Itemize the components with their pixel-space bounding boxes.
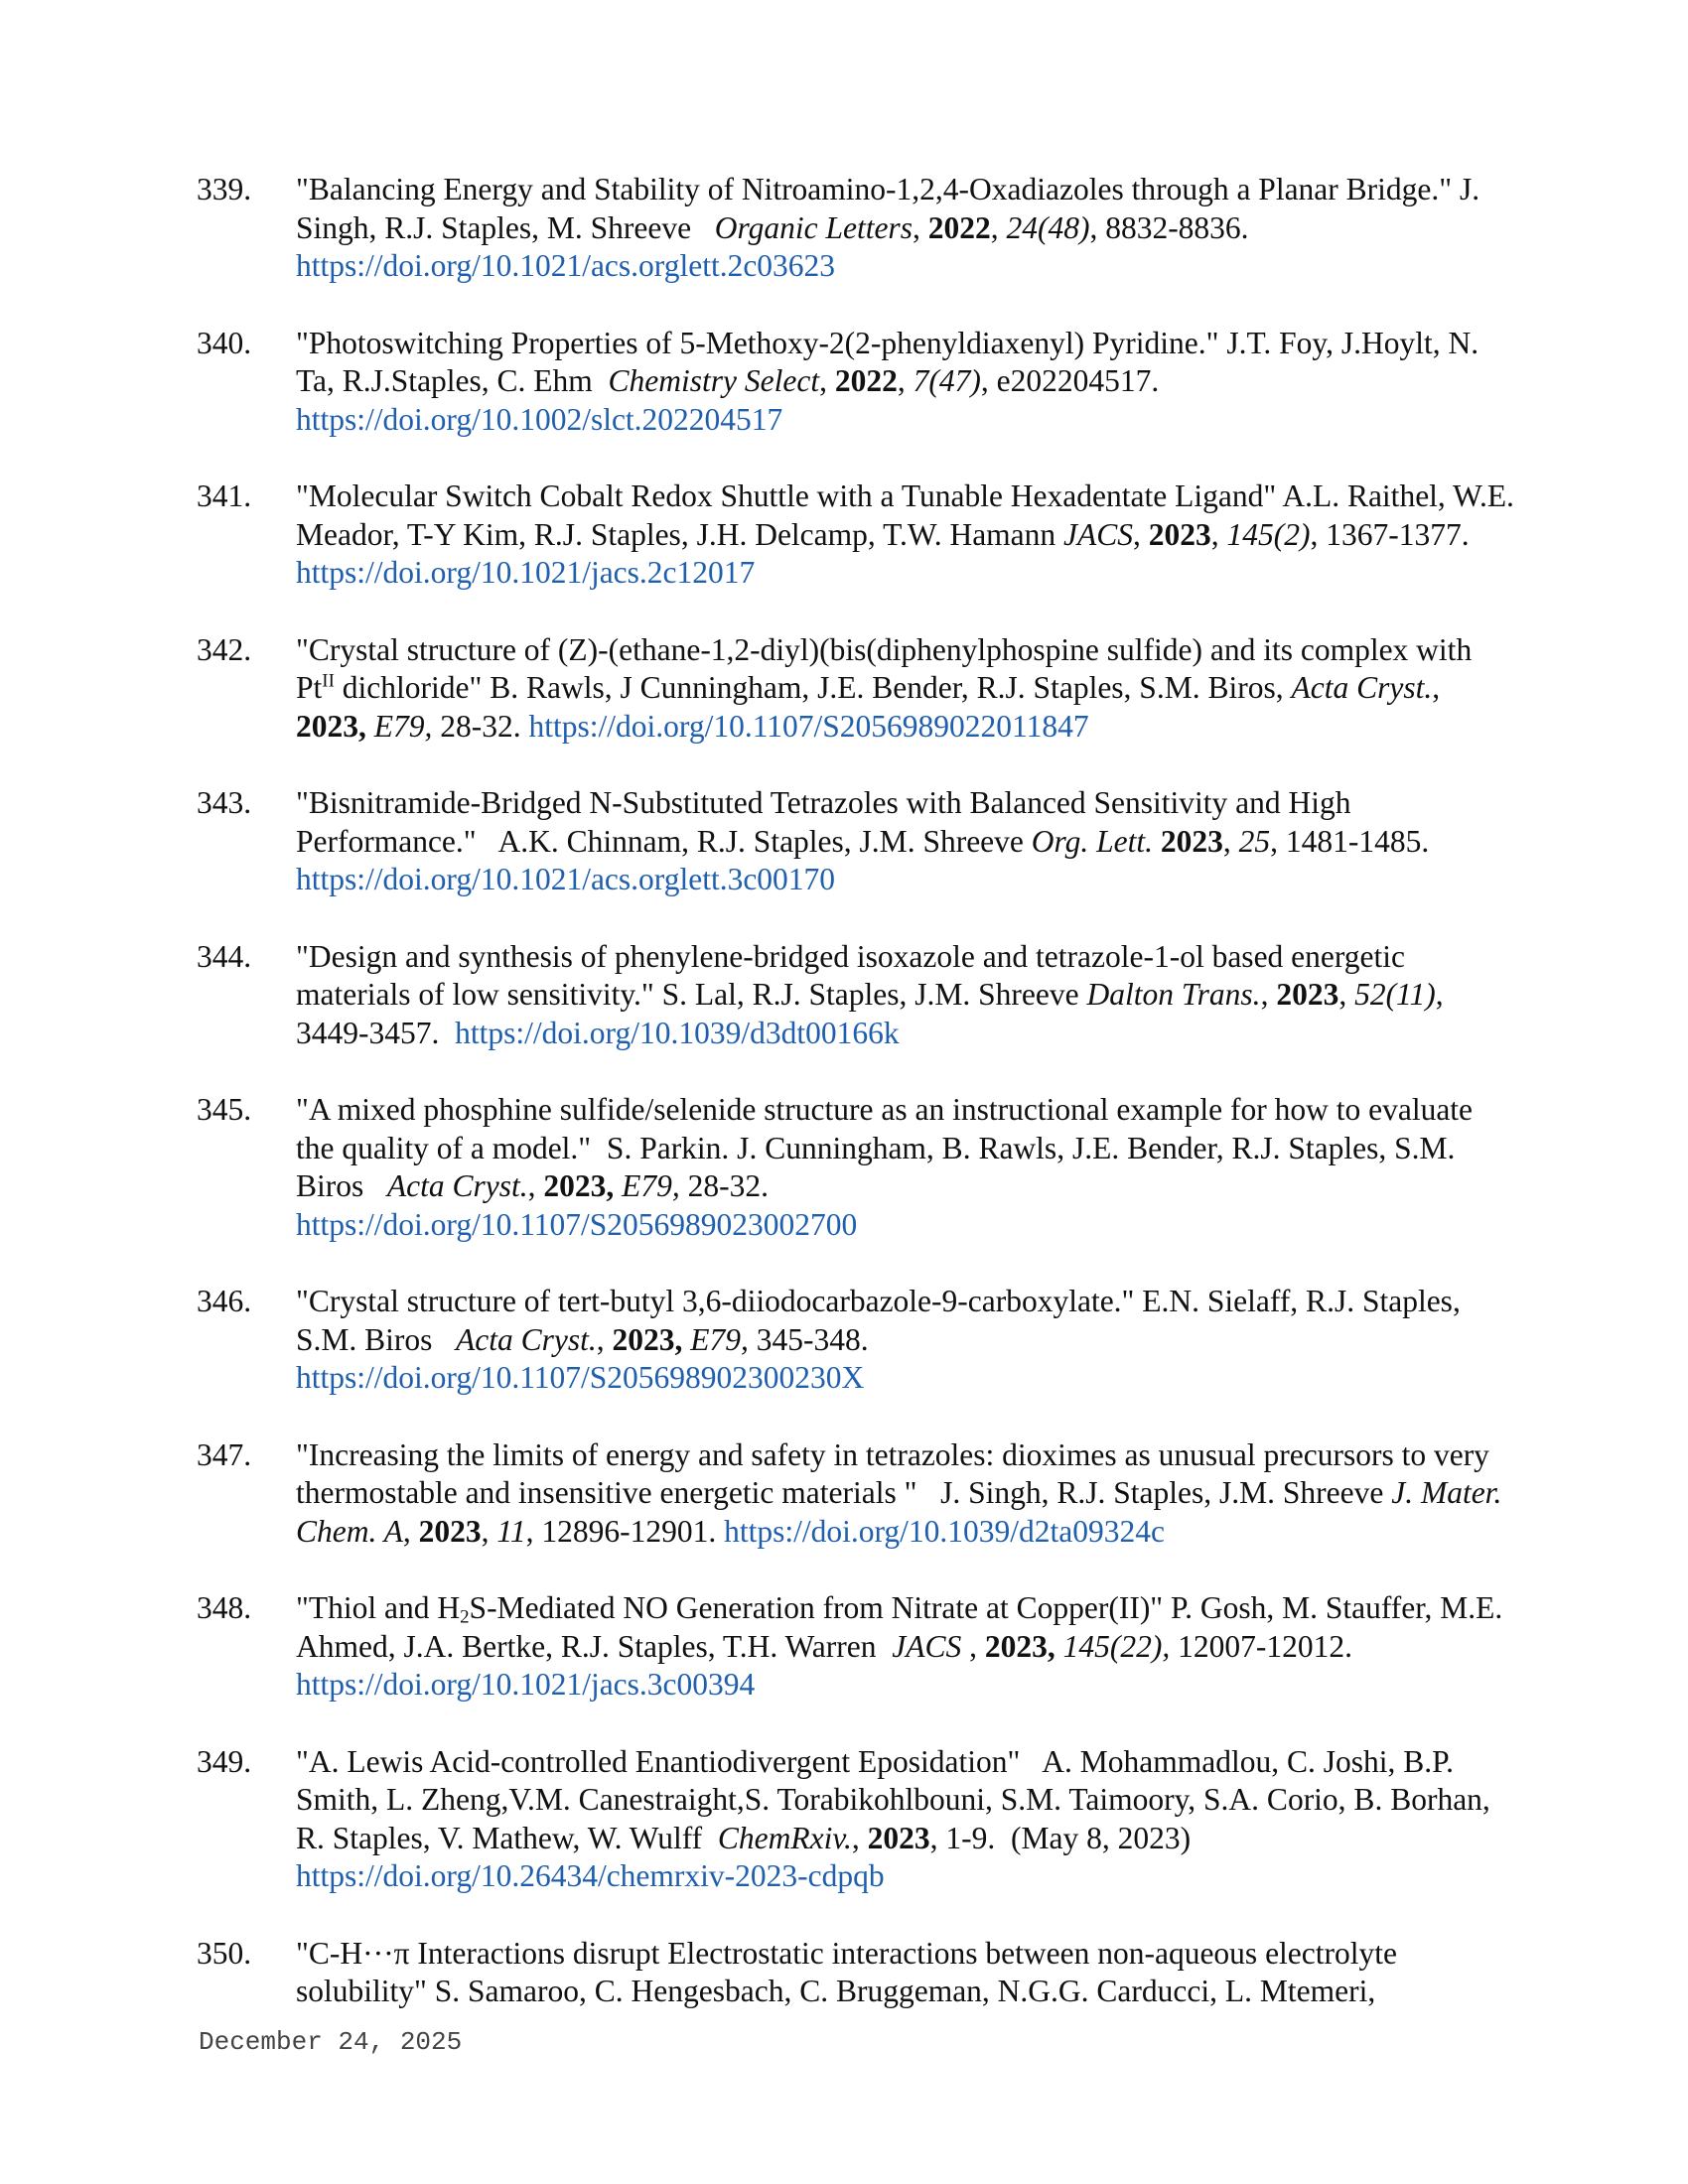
reference-authors: E.N. Sielaff, R.J. Staples, S.M. Biros bbox=[296, 1284, 1461, 1357]
reference-pages: 12896-12901. bbox=[541, 1513, 717, 1549]
reference-item: 343. "Bisnitramide-Bridged N-Substituted Tetrazoles with Balanced Sensitivity and High Performance." A.K. Chinnam, R.J. Staples, J.M. Shreeve Org. Lett. 2023, 25, 1481-1485. https://doi.org/10.1021/acs.orglett.3c00170 bbox=[197, 785, 1430, 896]
reference-number: 347. bbox=[197, 1436, 252, 1472]
reference-title: "Thiol and $H_2S$-Mediated NO Generation from Nitrate at Copper(II)" bbox=[296, 1590, 1164, 1628]
reference-authors: A.K. Chinnam, R.J. Staples, J.M. Shreeve bbox=[497, 823, 1024, 859]
reference-doi-link[interactable]: https://doi.org/10.1039/d3dt00166k bbox=[455, 1015, 900, 1050]
reference-doi-link[interactable]: https://doi.org/10.1039/d2ta09324c bbox=[724, 1513, 1166, 1549]
reference-title: "Crystal structure of (Z)-(ethane-1,2-diyl)(bis(diphenylphospine sulfide) and its complex with $Pt^{II}$ dichloride" bbox=[296, 631, 1473, 705]
reference-title: "Balancing Energy and Stability of Nitroamino-1,2,4-Oxadiazoles through a Planar Bridge." bbox=[296, 172, 1453, 206]
reference-doi-link[interactable]: https://doi.org/10.1021/jacs.2c12017 bbox=[296, 555, 756, 590]
reference-year: 2023 bbox=[1276, 977, 1339, 1012]
reference-pages: e202204517. bbox=[996, 363, 1160, 398]
reference-year: 2023, bbox=[984, 1628, 1055, 1664]
reference-journal: Acta Cryst. bbox=[1291, 670, 1433, 705]
reference-journal: JACS bbox=[1063, 516, 1134, 552]
reference-year: 2023, bbox=[296, 708, 366, 744]
reference-item: 345. "A mixed phosphine sulfide/selenide structure as an instructional example for how to evaluate the quality of a model." S. Parkin. J. Cunningham, B. Rawls, J.E. Bender, R.J. Staples, S.M. Biros Acta Cryst., 2023, E79, 28-32. https://doi.org/10.1107/S2056989023002700 bbox=[197, 1092, 1474, 1242]
reference-pages: 1-9. bbox=[945, 1820, 996, 1855]
reference-journal: JACS bbox=[892, 1628, 962, 1664]
reference-year: 2023 bbox=[867, 1820, 930, 1855]
reference-authors: J. Singh, R.J. Staples, M. Shreeve bbox=[296, 172, 1480, 245]
reference-title: "Crystal structure of tert-butyl 3,6-diiodocarbazole-9-carboxylate." bbox=[296, 1284, 1135, 1318]
reference-pages: 28-32. bbox=[440, 708, 521, 744]
reference-authors: S. Samaroo, C. Hengesbach, C. Bruggeman, N.G.G. Carducci, L. Mtemeri, bbox=[434, 1974, 1376, 2008]
reference-item: 344. "Design and synthesis of phenylene-bridged isoxazole and tetrazole-1-ol based energetic materials of low sensitivity." S. Lal, R.J. Staples, J.M. Shreeve Dalton Trans., 2023, 52(11), 3449-3457. https://doi.org/10.1039/d3dt00166k bbox=[197, 938, 1444, 1050]
reference-title: "Increasing the limits of energy and safety in tetrazoles: dioximes as unusual precursors to very thermostable and insensitive energetic materials " bbox=[296, 1436, 1489, 1510]
reference-list bbox=[197, 171, 1517, 2050]
reference-year: 2023, bbox=[612, 1321, 683, 1357]
reference-number: 346. bbox=[197, 1284, 252, 1318]
reference-authors: P. Gosh, M. Stauffer, M.E. Ahmed, J.A. Bertke, R.J. Staples, T.H. Warren bbox=[296, 1590, 1503, 1664]
reference-number: 341. bbox=[197, 478, 252, 513]
reference-authors: J. Singh, R.J. Staples, J.M. Shreeve bbox=[940, 1475, 1384, 1510]
reference-item: 348. "Thiol and $H_2S$-Mediated NO Generation from Nitrate at Copper(II)" P. Gosh, M. Stauffer, M.E. Ahmed, J.A. Bertke, R.J. Staples, T.H. Warren JACS , 2023, 145(22), 12007-12012. https://doi.org/10.1021/jacs.3c00394 bbox=[197, 1590, 1503, 1702]
reference-journal: J. Mater. Chem. A bbox=[296, 1475, 1502, 1549]
reference-item: 347. "Increasing the limits of energy and safety in tetrazoles: dioximes as unusual precursors to very thermostable and insensitive energetic materials " J. Singh, R.J. Staples, J.M. Shreeve J. Mater. Chem. A, 2023, 11, 12896-12901. https://doi.org/10.1039/d2ta09324c bbox=[197, 1436, 1502, 1549]
reference-pages: 8832-8836. bbox=[1105, 209, 1249, 245]
reference-volume: 145(2) bbox=[1226, 516, 1311, 552]
reference-pages: 1367-1377. bbox=[1326, 516, 1470, 552]
reference-journal: ChemRxiv. bbox=[717, 1820, 852, 1855]
reference-doi-link[interactable]: https://doi.org/10.1107/S2056989023002700 bbox=[296, 1206, 858, 1242]
reference-number: 340. bbox=[197, 325, 252, 360]
reference-journal: Organic Letters bbox=[714, 209, 913, 245]
reference-number: 350. bbox=[197, 1935, 252, 1971]
reference-authors: S. Lal, R.J. Staples, J.M. Shreeve bbox=[661, 977, 1079, 1012]
reference-volume: 7(47) bbox=[913, 363, 981, 398]
reference-pages: 3449-3457. bbox=[296, 1015, 440, 1050]
reference-authors: J.T. Foy, J.Hoylt, N. Ta, R.J.Staples, C. Ehm bbox=[296, 325, 1479, 398]
reference-item: 341. "Molecular Switch Cobalt Redox Shuttle with a Tunable Hexadentate Ligand" A.L. Raithel, W.E. Meador, T-Y Kim, R.J. Staples, J.H. Delcamp, T.W. Hamann JACS, 2023, 145(2), 1367-1377. https://doi.org/10.1021/jacs.2c12017 bbox=[197, 478, 1514, 590]
reference-number: 342. bbox=[197, 631, 252, 667]
reference-volume: E79, bbox=[373, 708, 433, 744]
reference-title: "Design and synthesis of phenylene-bridged isoxazole and tetrazole-1-ol based energetic materials of low sensitivity." bbox=[296, 938, 1406, 1012]
reference-journal: Org. Lett. bbox=[1031, 823, 1153, 859]
reference-number: 339. bbox=[197, 172, 252, 206]
reference-doi-link[interactable]: https://doi.org/10.1107/S205698902300230X bbox=[296, 1360, 865, 1395]
reference-year: 2023, bbox=[543, 1168, 615, 1203]
reference-date: (May 8, 2023) bbox=[1011, 1820, 1192, 1855]
reference-volume: 145(22), bbox=[1062, 1628, 1171, 1664]
reference-doi-link[interactable]: https://doi.org/10.1021/acs.orglett.3c00170 bbox=[296, 862, 836, 896]
reference-journal: Acta Cryst. bbox=[386, 1168, 528, 1203]
reference-title: "C-H···π Interactions disrupt Electrostatic interactions between non-aqueous electrolyte solubility" bbox=[296, 1935, 1397, 2008]
reference-title: "A. Lewis Acid-controlled Enantiodivergent Eposidation" bbox=[296, 1743, 1021, 1779]
reference-volume: 25 bbox=[1238, 823, 1271, 859]
reference-year: 2022 bbox=[927, 209, 991, 245]
reference-item: 349. "A. Lewis Acid-controlled Enantiodivergent Eposidation" A. Mohammadlou, C. Joshi, B.P. Smith, L. Zheng,V.M. Canestraight,S. Torabikohlbouni, S.M. Taimoory, S.A. Corio, B. Borhan, R. Staples, V. Mathew, W. Wulff ChemRxiv., 2023, 1-9. (May 8, 2023) https://doi.org/10.26434/chemrxiv-2023-cdpqb bbox=[197, 1743, 1490, 1893]
reference-authors: S. Parkin. J. Cunningham, B. Rawls, J.E. Bender, R.J. Staples, S.M. Biros bbox=[296, 1130, 1456, 1203]
reference-item bbox=[197, 1935, 1517, 2011]
reference-doi-link[interactable]: https://doi.org/10.1107/S2056989022011847 bbox=[528, 708, 1089, 744]
reference-doi-link[interactable]: https://doi.org/10.1021/jacs.3c00394 bbox=[296, 1667, 756, 1702]
reference-volume: 52(11) bbox=[1354, 977, 1436, 1012]
reference-year: 2023 bbox=[1160, 823, 1223, 859]
reference-year: 2023 bbox=[418, 1513, 482, 1549]
reference-volume: 11 bbox=[496, 1513, 526, 1549]
reference-authors: B. Rawls, J Cunningham, J.E. Bender, R.J. Staples, S.M. Biros, bbox=[490, 670, 1284, 705]
reference-authors: A.L. Raithel, W.E. Meador, T-Y Kim, R.J. Staples, J.H. Delcamp, T.W. Hamann bbox=[296, 478, 1514, 552]
reference-authors: A. Mohammadlou, C. Joshi, B.P. Smith, L. Zheng,V.M. Canestraight,S. Torabikohlbouni, S.M. Taimoory, S.A. Corio, B. Borhan, R. Staples, V. Mathew, W. Wulff bbox=[296, 1743, 1490, 1855]
reference-item: 342. "Crystal structure of (Z)-(ethane-1,2-diyl)(bis(diphenylphospine sulfide) and its complex with $Pt^{II}$ dichloride" B. Rawls, J Cunningham, J.E. Bender, R.J. Staples, S.M. Biros, Acta Cryst., 2023, E79, 28-32. https://doi.org/10.1107/S2056989022011847 bbox=[197, 631, 1473, 744]
reference-number: 344. bbox=[197, 938, 252, 974]
reference-number: 348. bbox=[197, 1590, 252, 1625]
reference-item: 339. "Balancing Energy and Stability of Nitroamino-1,2,4-Oxadiazoles through a Planar Bridge." J. Singh, R.J. Staples, M. Shreeve Organic Letters, 2022, 24(48), 8832-8836. https://doi.org/10.1021/acs.orglett.2c03623 bbox=[197, 172, 1480, 283]
reference-pages: 345-348. bbox=[756, 1321, 869, 1357]
reference-volume: 24(48) bbox=[1006, 209, 1090, 245]
reference-pages: 28-32. bbox=[687, 1168, 770, 1203]
reference-year: 2022 bbox=[834, 363, 898, 398]
reference-number: 349. bbox=[197, 1743, 252, 1779]
reference-doi-link[interactable]: https://doi.org/10.26434/chemrxiv-2023-cdpqb bbox=[296, 1858, 885, 1893]
reference-item: 346. "Crystal structure of tert-butyl 3,6-diiodocarbazole-9-carboxylate." E.N. Sielaff, R.J. Staples, S.M. Biros Acta Cryst., 2023, E79, 345-348. https://doi.org/10.1107/S205698902300230X bbox=[197, 1284, 1461, 1395]
reference-title: "Bisnitramide-Bridged N-Substituted Tetrazoles with Balanced Sensitivity and High Performance." bbox=[296, 785, 1351, 859]
reference-item: 340. "Photoswitching Properties of 5-Methoxy-2(2-phenyldiaxenyl) Pyridine." J.T. Foy, J.Hoylt, N. Ta, R.J.Staples, C. Ehm Chemistry Select, 2022, 7(47), e202204517. https://doi.org/10.1002/slct.202204517 bbox=[197, 325, 1479, 437]
reference-volume: E79, bbox=[622, 1168, 680, 1203]
reference-pages: 1481-1485. bbox=[1285, 823, 1430, 859]
reference-journal: Acta Cryst. bbox=[456, 1321, 597, 1357]
reference-doi-link[interactable]: https://doi.org/10.1002/slct.202204517 bbox=[296, 401, 783, 437]
reference-doi-link[interactable]: https://doi.org/10.1021/acs.orglett.2c03623 bbox=[296, 248, 836, 283]
reference-title: "Photoswitching Properties of 5-Methoxy-2(2-phenyldiaxenyl) Pyridine." bbox=[296, 325, 1219, 360]
reference-title: "A mixed phosphine sulfide/selenide structure as an instructional example for how to evaluate the quality of a model." bbox=[296, 1092, 1474, 1165]
reference-journal: Dalton Trans. bbox=[1086, 977, 1261, 1012]
reference-journal: Chemistry Select bbox=[608, 363, 820, 398]
reference-pages: 12007-12012. bbox=[1178, 1628, 1352, 1664]
reference-title: "Molecular Switch Cobalt Redox Shuttle with a Tunable Hexadentate Ligand" bbox=[296, 478, 1277, 513]
reference-volume: E79, bbox=[690, 1321, 749, 1357]
reference-number: 343. bbox=[197, 785, 252, 820]
footer-date: December 24, 2025 bbox=[199, 2027, 463, 2057]
reference-number: 345. bbox=[197, 1092, 252, 1127]
reference-year: 2023 bbox=[1148, 516, 1211, 552]
